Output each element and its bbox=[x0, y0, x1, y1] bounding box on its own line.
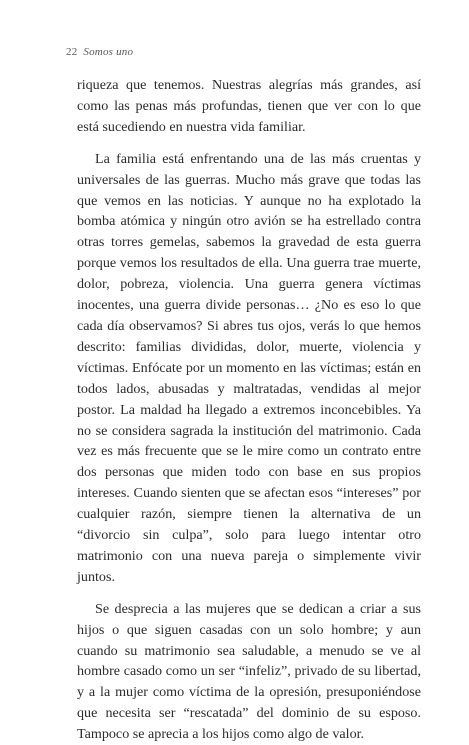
paragraph-continuation: riqueza que tenemos. Nuestras alegrías más grandes, así como las penas más profundas, tienen que ver con lo que está sucediendo en nuestra vida familiar. bbox=[77, 77, 421, 135]
book-title: Somos uno bbox=[83, 46, 134, 58]
running-head bbox=[66, 46, 133, 58]
body-text bbox=[77, 75, 421, 745]
paragraph-family-war: La familia está enfrentando una de las más cruentas y universales de las guerras. Mucho más grave que todas las que vemos en las noticias. Y aunque no ha explotado la bomba atómica y ningún otro avión se ha estrellado contra otras torres gemelas, sabemos la gravedad de esta guerra porque vemos los resultados de ella. Una guerra trae muerte, dolor, pobreza, violencia. Una guerra genera víctimas inocentes, una guerra divide personas… ¿No es eso lo que cada día observamos? Si abres tus ojos, verás lo que hemos descrito: familias divididas, dolor, muerte, violencia y víctimas. Enfócate por un momento en las víctimas; están en todos lados, abusadas y maltratadas, vendidas al mejor postor. La maldad ha llegado a extremos inconcebibles. Ya no se considera sagrada la institución del matrimonio. Cada vez es más frecuente que se le mire como un contrato entre dos personas que miden todo con base en sus propios intereses. Cuando sienten que se afectan esos “intereses” por cualquier razón, siempre tienen la alternativa de un “divorcio sin culpa”, solo para luego intentar otro matrimonio con una nueva pareja o simplemente vivir juntos. bbox=[77, 150, 421, 585]
paragraph-women-children: Se desprecia a las mujeres que se dedican a criar a sus hijos o que siguen casadas con un solo hombre; y aun cuando su matrimonio sea saludable, a menudo se ve al hombre casado como un ser “infeliz”, privado de su libertad, y a la mujer como víctima de la opresión, presuponiéndose que necesita ser “rescatada” del dominio de su esposo. Tampoco se aprecia a los hijos como algo de valor. bbox=[77, 600, 421, 743]
page-number: 22 bbox=[66, 46, 78, 58]
